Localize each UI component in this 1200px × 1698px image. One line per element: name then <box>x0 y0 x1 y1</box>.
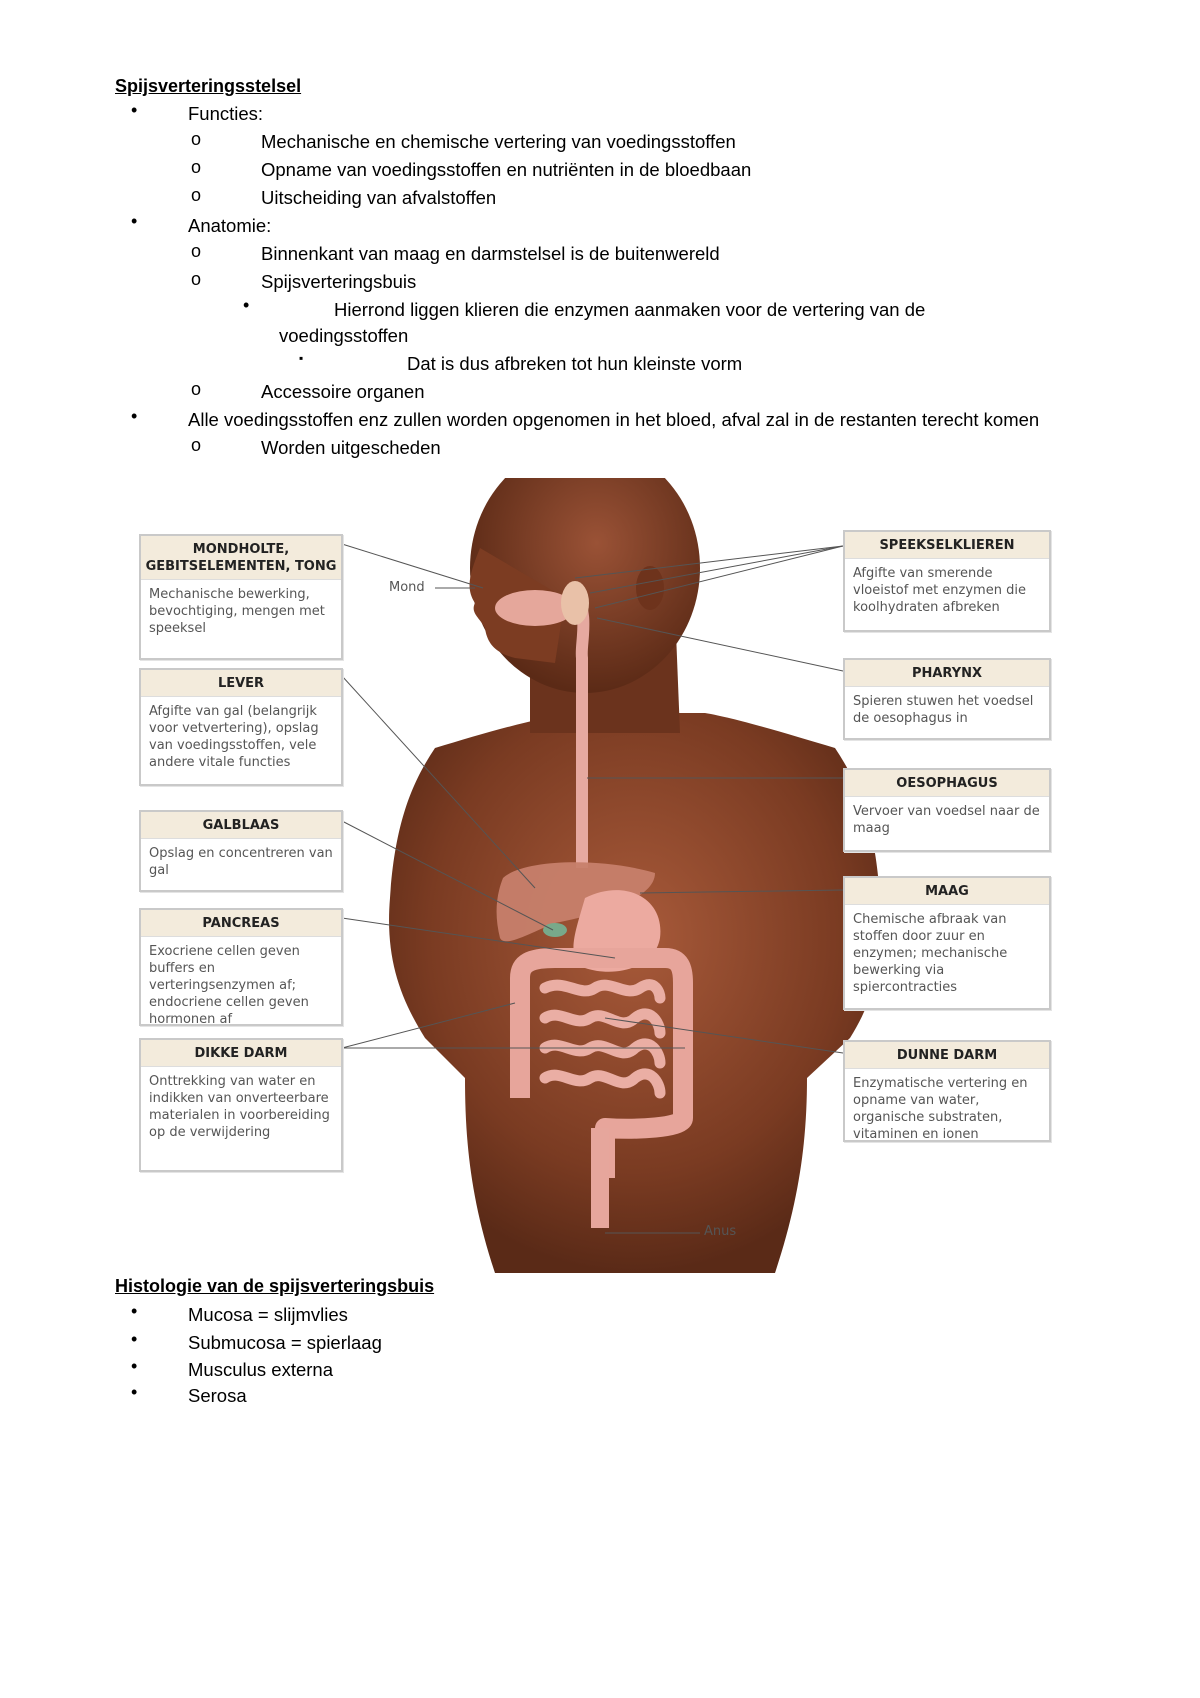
box-title: DIKKE DARM <box>141 1040 341 1067</box>
box-title: PHARYNX <box>845 660 1049 687</box>
box-description: Chemische afbraak van stoffen door zuur en enzymen; mechanische bewerking via spiercontracties <box>853 912 1008 995</box>
box-maag <box>843 876 1051 1010</box>
box-speekselklieren <box>843 530 1051 632</box>
box-title: PANCREAS <box>141 910 341 937</box>
section-title: Spijsverteringsstelsel <box>115 76 302 96</box>
box-mondholte <box>139 534 343 660</box>
box-dunne-darm <box>843 1040 1051 1142</box>
box-dikke-darm <box>139 1038 343 1172</box>
box-description: Mechanische bewerking, bevochtiging, mengen met speeksel <box>149 587 325 636</box>
box-description: Spieren stuwen het voedsel de oesophagus in <box>853 694 1034 726</box>
section2-title: Histologie van de spijsverteringsbuis <box>115 1276 435 1296</box>
box-title: GALBLAAS <box>141 812 341 839</box>
box-title: LEVER <box>141 670 341 697</box>
box-title: MONDHOLTE, GEBITSELEMENTEN, TONG <box>141 536 341 580</box>
document-page: Spijsverteringsstelsel • Functies: o Mechanische en chemische vertering van voedingsstoffen o Opname van voedingsstoffen en nutriënten in de bloedbaan o Uitscheiding van afvalstoffen • Anatomie: o Binnenkant van maag en darmstelsel is de buitenwereld o Spijsverteringsbuis • Hierrond liggen klieren die enzymen aanmaken voor de vertering van de voedingsstoffen ▪ Dat is dus afbreken tot hun kleinste vorm o Accessoire organen • Alle voedingsstoffen enz zullen worden opgenomen in het bloed, afval zal in de restanten terecht komen o Worden uitgescheden Mond Anus MONDHOLTE, GEBITSELEMENTEN, TONG Mechanische bewerking, bevochtiging, mengen met speeksel LEVER Afgifte van gal (belangrijk voor vetvertering), opslag van voedingsstoffen, vele andere vitale functies GALBLAAS Opslag en concentreren van gal PANCREAS Exocriene cellen geven buffers en verteringsenzymen af; endocriene cellen geven hormonen af DIKKE DARM Onttrekking van water en indikken van onverteerbare materialen in voorbereiding op de verwijdering SPEEKSELKLIEREN Afgifte van smerende vloeistof met enzymen die koolhydraten afbreken PHARYNX Spieren stuwen het voedsel de oesophagus in OESOPHAGUS Vervoer van voedsel naar de maag MAAG Chemische afbraak van stoffen door zuur en enzymen; mechanische bewerking via spiercontracties DUNNE DARM Enzymatische vertering en opname van water, organische substraten, vitaminen en ionen Histologie van de spijsverteringsbuis • Mucosa = slijmvlies • Submucosa = spierlaag • Musculus externa • Serosa <box>0 0 1200 1698</box>
box-description: Vervoer van voedsel naar de maag <box>853 804 1040 836</box>
box-title: DUNNE DARM <box>845 1042 1049 1069</box>
box-pharynx <box>843 658 1051 740</box>
mond-label: Mond <box>389 580 425 595</box>
anus-label: Anus <box>704 1224 737 1239</box>
box-title: OESOPHAGUS <box>845 770 1049 797</box>
box-description: Afgifte van smerende vloeistof met enzymen die koolhydraten afbreken <box>853 566 1026 615</box>
box-title: MAAG <box>845 878 1049 905</box>
box-galblaas <box>139 810 343 892</box>
box-title: SPEEKSELKLIEREN <box>845 532 1049 559</box>
box-lever <box>139 668 343 786</box>
digestive-system-figure <box>135 478 1155 1273</box>
box-description: Exocriene cellen geven buffers en verteringsenzymen af; endocriene cellen geven hormonen af <box>149 944 309 1027</box>
box-oesophagus <box>843 768 1051 852</box>
box-description: Opslag en concentreren van gal <box>149 846 333 878</box>
box-description: Afgifte van gal (belangrijk voor vetvertering), opslag van voedingsstoffen, vele andere vitale functies <box>149 704 319 770</box>
box-description: Onttrekking van water en indikken van onverteerbare materialen in voorbereiding op de verwijdering <box>149 1074 330 1140</box>
box-pancreas <box>139 908 343 1026</box>
box-description: Enzymatische vertering en opname van water, organische substraten, vitaminen en ionen <box>853 1076 1028 1142</box>
